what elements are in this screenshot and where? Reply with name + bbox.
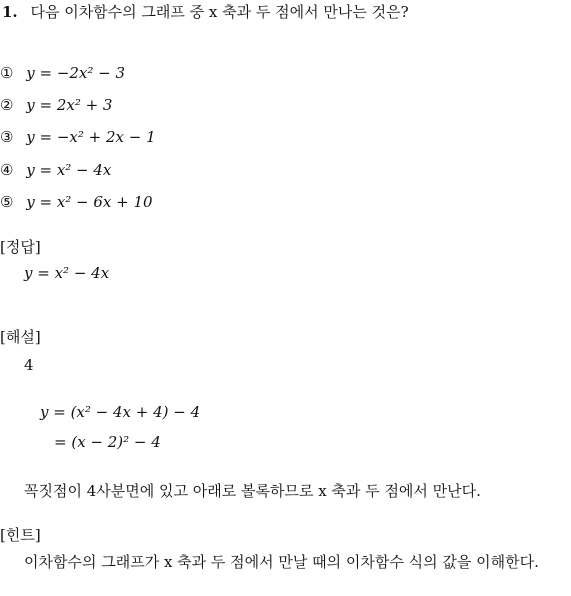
explanation-value: 4 [24,356,34,374]
choice-expression: y = −2x² − 3 [26,64,126,82]
explanation-label: [해설] [0,328,41,346]
choice-4[interactable] [0,161,111,179]
choice-1[interactable] [0,64,125,82]
choice-marker: ⑤ [0,193,14,211]
choice-2[interactable] [0,96,112,114]
choice-marker: ① [0,64,14,82]
choice-expression: y = x² − 4x [26,161,112,179]
choice-expression: y = x² − 6x + 10 [26,193,153,211]
choice-expression: y = 2x² + 3 [26,96,113,114]
answer-label: [정답] [0,238,41,256]
hint-text: 이차함수의 그래프가 x 축과 두 점에서 만날 때의 이차함수 식의 값을 이해한다. [24,553,539,571]
question-text: 다음 이차함수의 그래프 중 x 축과 두 점에서 만나는 것은? [30,3,409,21]
explanation-line-2: = (x − 2)² − 4 [54,433,161,451]
choice-marker: ② [0,96,14,114]
question-header [2,3,409,21]
explanation-line-1: y = (x² − 4x + 4) − 4 [40,403,201,421]
hint-label: [힌트] [0,526,41,544]
choice-marker: ③ [0,128,14,146]
question-number: 1. [2,3,18,21]
choice-5[interactable] [0,193,153,211]
choice-marker: ④ [0,161,14,179]
answer-value: y = x² − 4x [24,264,110,282]
choice-3[interactable] [0,128,156,146]
choice-expression: y = −x² + 2x − 1 [26,128,156,146]
explanation-text: 꼭짓점이 4사분면에 있고 아래로 볼록하므로 x 축과 두 점에서 만난다. [24,482,481,500]
